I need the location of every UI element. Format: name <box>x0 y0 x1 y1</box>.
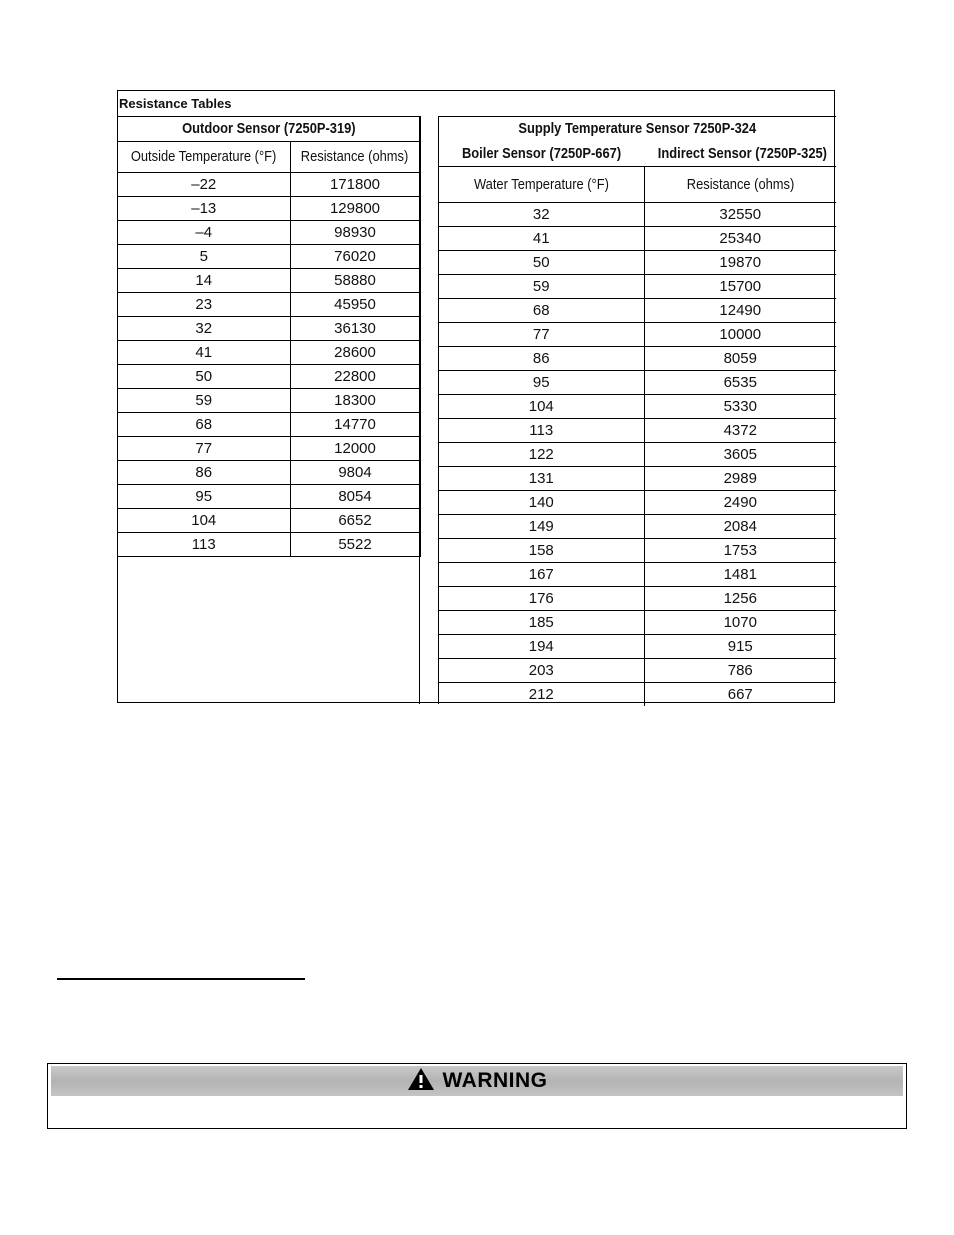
table-row <box>439 467 836 491</box>
temperature-cell: 86 <box>118 461 290 485</box>
table-row <box>439 227 836 251</box>
temperature-cell: 176 <box>439 587 644 611</box>
resistance-cell: 2989 <box>644 467 836 491</box>
warning-banner <box>51 1066 903 1096</box>
resistance-cell: 10000 <box>644 323 836 347</box>
table-row <box>439 395 836 419</box>
resistance-cell: 8054 <box>290 485 420 509</box>
temperature-cell: 104 <box>439 395 644 419</box>
resistance-cell: 786 <box>644 659 836 683</box>
resistance-cell: 1070 <box>644 611 836 635</box>
resistance-cell: 2084 <box>644 515 836 539</box>
table-row <box>118 221 420 245</box>
table-row <box>439 683 836 707</box>
resistance-tables-title: Resistance Tables <box>119 96 232 111</box>
resistance-cell: 45950 <box>290 293 420 317</box>
section-heading-underline <box>57 978 305 980</box>
resistance-cell: 15700 <box>644 275 836 299</box>
resistance-cell: 8059 <box>644 347 836 371</box>
table-row <box>439 491 836 515</box>
temperature-cell: 14 <box>118 269 290 293</box>
resistance-cell: 5330 <box>644 395 836 419</box>
temperature-cell: 113 <box>439 419 644 443</box>
supply-col-temperature: Water Temperature (°F) <box>439 167 644 203</box>
resistance-cell: 5522 <box>290 533 420 557</box>
resistance-tables-block <box>117 90 835 703</box>
table-row <box>118 533 420 557</box>
resistance-cell: 36130 <box>290 317 420 341</box>
table-row <box>439 587 836 611</box>
temperature-cell: 41 <box>118 341 290 365</box>
table-row <box>118 341 420 365</box>
temperature-cell: 77 <box>439 323 644 347</box>
temperature-cell: 5 <box>118 245 290 269</box>
temperature-cell: 167 <box>439 563 644 587</box>
table-row <box>439 659 836 683</box>
temperature-cell: –13 <box>118 197 290 221</box>
table-row <box>439 443 836 467</box>
table-row <box>439 419 836 443</box>
resistance-cell: 58880 <box>290 269 420 293</box>
table-row <box>439 611 836 635</box>
temperature-cell: 50 <box>439 251 644 275</box>
resistance-cell: 667 <box>644 683 836 707</box>
table-row <box>118 389 420 413</box>
table-row <box>439 323 836 347</box>
table-row <box>118 269 420 293</box>
resistance-cell: 28600 <box>290 341 420 365</box>
temperature-cell: 32 <box>439 203 644 227</box>
temperature-cell: 158 <box>439 539 644 563</box>
outdoor-sensor-heading: Outdoor Sensor (7250P-319) <box>118 117 420 142</box>
resistance-cell: 76020 <box>290 245 420 269</box>
outdoor-sensor-table <box>118 116 421 557</box>
resistance-cell: 3605 <box>644 443 836 467</box>
table-row <box>118 293 420 317</box>
temperature-cell: 32 <box>118 317 290 341</box>
resistance-cell: 6652 <box>290 509 420 533</box>
temperature-cell: –22 <box>118 173 290 197</box>
table-row <box>439 251 836 275</box>
table-row <box>439 635 836 659</box>
resistance-cell: 12490 <box>644 299 836 323</box>
table-row <box>118 461 420 485</box>
table-row <box>439 539 836 563</box>
supply-sensor-heading: Supply Temperature Sensor 7250P-324 <box>439 117 836 142</box>
table-row <box>118 509 420 533</box>
resistance-cell: 22800 <box>290 365 420 389</box>
table-row <box>439 563 836 587</box>
temperature-cell: 194 <box>439 635 644 659</box>
outdoor-col-temperature: Outside Temperature (°F) <box>118 142 290 173</box>
resistance-cell: 1256 <box>644 587 836 611</box>
table-row <box>118 485 420 509</box>
resistance-cell: 171800 <box>290 173 420 197</box>
outdoor-col-resistance: Resistance (ohms) <box>290 142 420 173</box>
temperature-cell: 86 <box>439 347 644 371</box>
temperature-cell: 50 <box>118 365 290 389</box>
boiler-sensor-subheading: Boiler Sensor (7250P-667) <box>439 142 644 167</box>
temperature-cell: 149 <box>439 515 644 539</box>
resistance-cell: 18300 <box>290 389 420 413</box>
resistance-cell: 129800 <box>290 197 420 221</box>
warning-triangle-icon <box>407 1067 435 1096</box>
temperature-cell: 122 <box>439 443 644 467</box>
table-row <box>439 347 836 371</box>
table-row <box>439 275 836 299</box>
temperature-cell: 140 <box>439 491 644 515</box>
table-row <box>118 365 420 389</box>
temperature-cell: 95 <box>439 371 644 395</box>
table-row <box>118 437 420 461</box>
outdoor-sensor-panel <box>118 116 420 704</box>
table-row <box>118 245 420 269</box>
temperature-cell: 68 <box>439 299 644 323</box>
temperature-cell: 104 <box>118 509 290 533</box>
temperature-cell: 59 <box>439 275 644 299</box>
supply-sensor-panel <box>438 116 835 704</box>
resistance-cell: 1481 <box>644 563 836 587</box>
table-row <box>118 413 420 437</box>
table-row <box>439 371 836 395</box>
temperature-cell: 212 <box>439 683 644 707</box>
resistance-cell: 2490 <box>644 491 836 515</box>
temperature-cell: 95 <box>118 485 290 509</box>
temperature-cell: 23 <box>118 293 290 317</box>
resistance-cell: 98930 <box>290 221 420 245</box>
resistance-cell: 25340 <box>644 227 836 251</box>
resistance-cell: 32550 <box>644 203 836 227</box>
temperature-cell: 113 <box>118 533 290 557</box>
table-row <box>439 515 836 539</box>
temperature-cell: 131 <box>439 467 644 491</box>
table-row <box>439 203 836 227</box>
resistance-cell: 915 <box>644 635 836 659</box>
resistance-cell: 6535 <box>644 371 836 395</box>
table-row <box>439 299 836 323</box>
temperature-cell: 41 <box>439 227 644 251</box>
resistance-cell: 12000 <box>290 437 420 461</box>
table-row <box>118 317 420 341</box>
resistance-cell: 19870 <box>644 251 836 275</box>
supply-sensor-table <box>439 116 836 706</box>
warning-label: WARNING <box>442 1069 548 1092</box>
temperature-cell: 185 <box>439 611 644 635</box>
resistance-cell: 1753 <box>644 539 836 563</box>
resistance-cell: 14770 <box>290 413 420 437</box>
warning-box <box>47 1063 907 1129</box>
indirect-sensor-subheading: Indirect Sensor (7250P-325) <box>644 142 836 167</box>
resistance-cell: 4372 <box>644 419 836 443</box>
temperature-cell: 203 <box>439 659 644 683</box>
temperature-cell: 59 <box>118 389 290 413</box>
temperature-cell: 68 <box>118 413 290 437</box>
temperature-cell: 77 <box>118 437 290 461</box>
table-row <box>118 173 420 197</box>
temperature-cell: –4 <box>118 221 290 245</box>
supply-col-resistance: Resistance (ohms) <box>644 167 836 203</box>
resistance-cell: 9804 <box>290 461 420 485</box>
table-row <box>118 197 420 221</box>
